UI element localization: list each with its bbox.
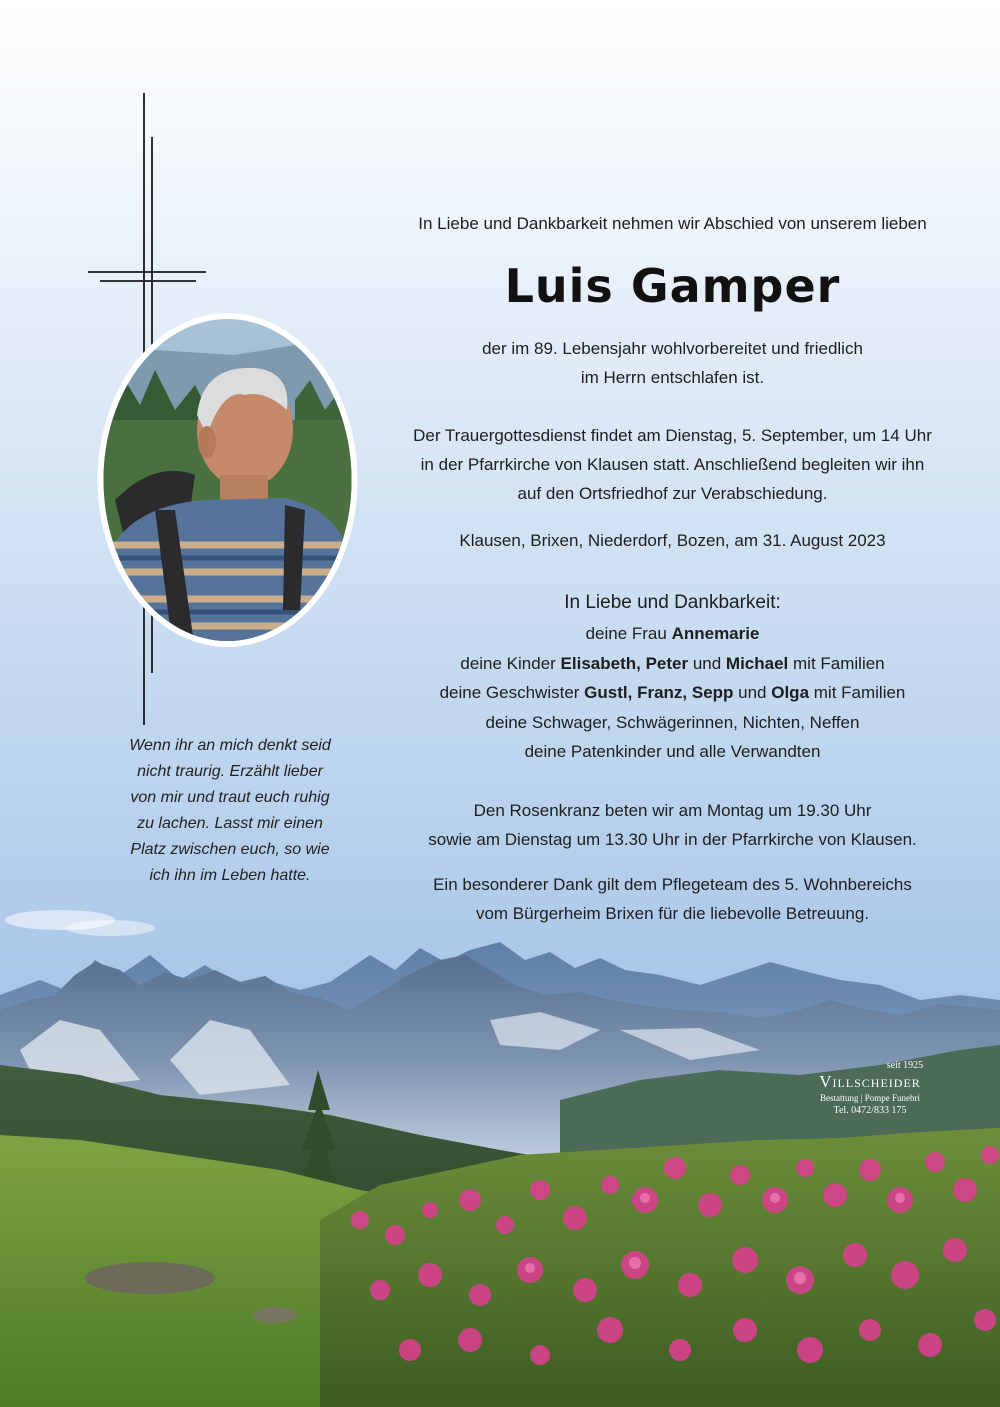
mourner-name: Annemarie: [671, 624, 760, 643]
verse-line: von mir und traut euch ruhig: [130, 789, 330, 806]
mourner-prefix: deine Frau: [585, 624, 672, 643]
undertaker-logo: [790, 1060, 950, 1118]
mourner-suffix: mit Familien: [788, 653, 885, 673]
undertaker-services: Bestattung | Pompe Funebri: [819, 1093, 921, 1103]
place-date: Klausen, Brixen, Niederdorf, Bozen, am 31. August 2023: [459, 531, 886, 550]
memorial-verse: [110, 733, 350, 889]
service-line: in der Pfarrkirche von Klausen statt. Anschließend begleiten wir ihn: [420, 455, 925, 474]
mourner-line: deine Patenkinder und alle Verwandten: [524, 742, 821, 761]
mourner-line: [370, 678, 975, 708]
mourners-title: In Liebe und Dankbarkeit:: [564, 592, 781, 613]
mourner-name: Michael: [725, 653, 789, 673]
rosary-paragraph: [370, 796, 975, 854]
verse-line: ich ihn im Leben hatte.: [149, 867, 311, 884]
mourner-name: Gustl, Franz, Sepp: [584, 683, 734, 702]
mourner-prefix: deine Kinder: [460, 653, 561, 673]
thanks-line: vom Bürgerheim Brixen für die liebevolle Betreuung.: [475, 904, 870, 923]
thanks-line: Ein besonderer Dank gilt dem Pflegeteam des 5. Wohnbereichs: [433, 875, 912, 894]
service-paragraph: [370, 421, 975, 508]
passing-line: der im 89. Lebensjahr wohlvorbereitet und friedlich: [482, 339, 863, 358]
verse-line: Platz zwischen euch, so wie: [130, 841, 330, 858]
mourner-line: [370, 649, 975, 679]
mourner-suffix: mit Familien: [809, 683, 906, 702]
passing-paragraph: [370, 334, 975, 392]
undertaker-phone: Tel. 0472/833 175: [833, 1105, 907, 1116]
mourner-name: Elisabeth, Peter: [560, 653, 689, 673]
rosary-line: Den Rosenkranz beten wir am Montag um 19.30 Uhr: [473, 801, 872, 820]
mourner-line: [370, 619, 975, 649]
thanks-paragraph: [370, 870, 975, 928]
passing-line: im Herrn entschlafen ist.: [580, 368, 765, 387]
portrait-photo: [95, 310, 360, 650]
mourner-connector: und: [688, 653, 726, 673]
mourner-line: deine Schwager, Schwägerinnen, Nichten, Neffen: [485, 712, 860, 732]
verse-line: nicht traurig. Erzählt lieber: [137, 763, 323, 780]
verse-line: zu lachen. Lasst mir einen: [137, 815, 323, 832]
undertaker-name: Villscheider: [819, 1072, 921, 1091]
mourner-prefix: deine Geschwister: [439, 683, 585, 702]
mourner-name: Olga: [771, 683, 810, 702]
mountain-landscape: [0, 900, 1000, 1407]
service-line: Der Trauergottesdienst findet am Dienstag, 5. September, um 14 Uhr: [413, 426, 932, 445]
mourners-list: [370, 619, 975, 767]
mourner-connector: und: [733, 683, 772, 702]
undertaker-since: seit 1925: [886, 1060, 924, 1071]
rosary-line: sowie am Dienstag um 13.30 Uhr in der Pfarrkirche von Klausen.: [428, 830, 917, 849]
intro-text: In Liebe und Dankbarkeit nehmen wir Abschied von unserem lieben: [418, 214, 927, 233]
verse-line: Wenn ihr an mich denkt seid: [129, 737, 331, 754]
service-line: auf den Ortsfriedhof zur Verabschiedung.: [517, 484, 828, 503]
deceased-name: Luis Gamper: [504, 259, 841, 313]
